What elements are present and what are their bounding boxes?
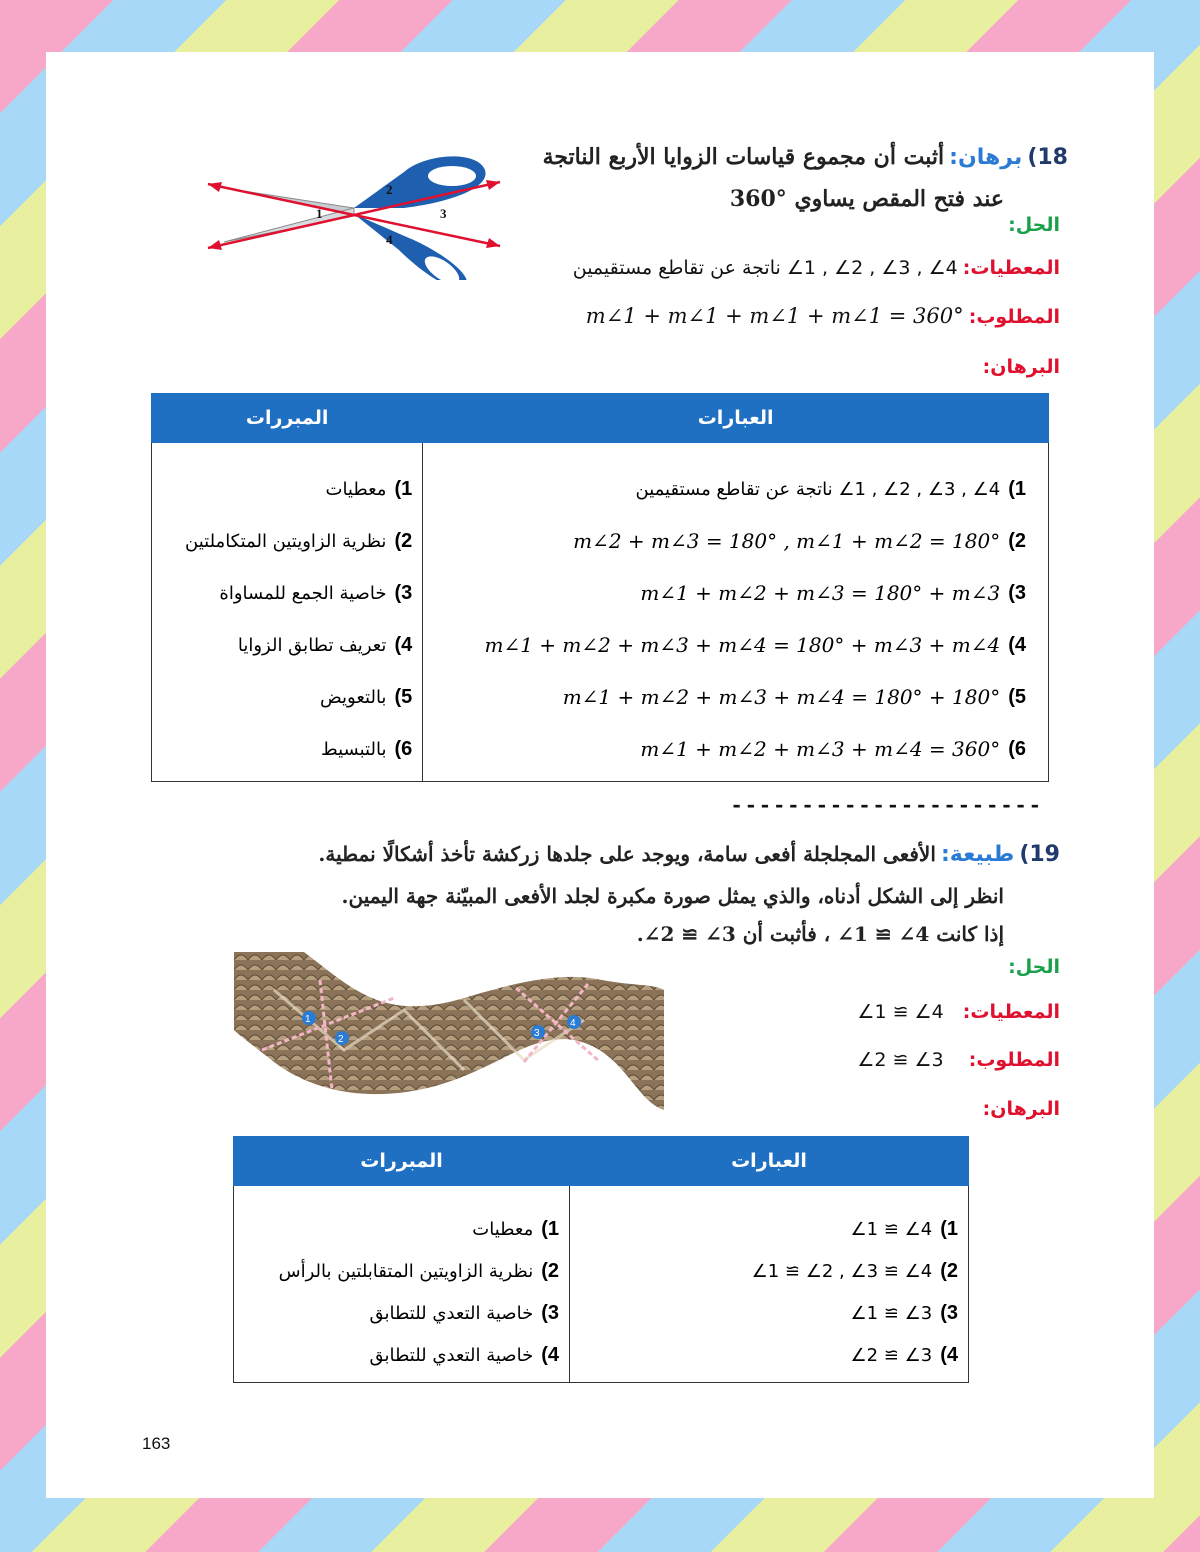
row-statement: m∠1 + m∠2 + m∠3 + m∠4 = 360°: [640, 737, 1001, 761]
row-reason: نظرية الزاويتين المتقابلتين بالرأس: [278, 1260, 534, 1282]
angle-label-2: 2: [338, 1034, 344, 1045]
q18-text-line1: أثبت أن مجموع قياسات الزوايا الأربع الناتجة: [542, 144, 945, 170]
row-statement: m∠1 + m∠2 + m∠3 = 180° + m∠3: [640, 581, 1001, 605]
q19-header: [160, 842, 1060, 867]
table-row: [152, 619, 412, 671]
q18-col-statements: العبارات: [423, 394, 1049, 443]
q18-tag: برهان:: [949, 145, 1023, 170]
q19-text-line2: انظر إلى الشكل أدناه، والذي يمثل صورة مكبرة لجلد الأفعى المبيّنة جهة اليمين.: [341, 884, 1004, 908]
q18-solution-label: الحل:: [1008, 214, 1060, 236]
q18-statements-cell: [423, 443, 1049, 782]
q18-text-line2: عند فتح المقص يساوي °360: [729, 186, 1004, 212]
q19-reasons-cell: [234, 1186, 570, 1383]
row-number: 1): [541, 1217, 560, 1240]
row-number: 3): [394, 581, 413, 604]
row-number: 5): [1008, 685, 1026, 708]
table-row: [423, 515, 1026, 567]
row-reason: بالتعويض: [319, 686, 387, 708]
q19-statements-cell: [570, 1186, 969, 1383]
table-row: [570, 1208, 958, 1250]
table-row: [234, 1292, 559, 1334]
q18-header: [468, 144, 1068, 170]
table-row: [570, 1250, 958, 1292]
q19-col-reasons: المبررات: [234, 1137, 570, 1186]
row-number: 4): [394, 633, 413, 656]
q18-number: 18): [1027, 145, 1068, 170]
table-row: [423, 567, 1026, 619]
angle-label-2: 2: [386, 182, 393, 197]
angle-label-3: 3: [534, 1028, 540, 1039]
table-row: [152, 515, 412, 567]
q18-required-label: المطلوب:: [968, 306, 1060, 328]
q19-col-statements: العبارات: [570, 1137, 969, 1186]
q18-reasons-cell: [152, 443, 423, 782]
table-row: [423, 463, 1026, 515]
row-statement: 4∠ , 3∠ , 2∠ , 1∠ ناتجة عن تقاطع مستقيمين: [635, 478, 1001, 500]
row-statement: 3∠ ≅ 2∠: [850, 1344, 933, 1366]
angle-label-4: 4: [570, 1018, 576, 1029]
table-row: [234, 1250, 559, 1292]
row-number: 2): [1008, 529, 1026, 552]
q18-given-text: 4∠ , 3∠ , 2∠ , 1∠ ناتجة عن تقاطع مستقيمين: [572, 257, 958, 279]
row-reason: معطيات: [472, 1218, 534, 1240]
table-row: [152, 671, 412, 723]
angle-label-1: 1: [305, 1014, 311, 1025]
row-statement: 4∠ ≅ 3∠ , 2∠ ≅ 1∠: [751, 1260, 933, 1282]
q19-required-label: المطلوب:: [968, 1049, 1060, 1071]
q19-text-line1: الأفعى المجلجلة أفعى سامة، ويوجد على جلدها زركشة تأخذ أشكالًا نمطية.: [318, 842, 936, 866]
row-number: 4): [541, 1343, 560, 1366]
table-row: [152, 723, 412, 775]
scissors-figure: [204, 150, 504, 280]
q18-required-math: m∠1 + m∠1 + m∠1 + m∠1 = 360°: [585, 304, 964, 328]
q18-col-reasons: المبررات: [152, 394, 423, 443]
row-number: 2): [940, 1259, 958, 1282]
q19-proof-table: [233, 1136, 969, 1383]
row-statement: 3∠ ≅ 1∠: [850, 1302, 933, 1324]
scissors-blade: [224, 188, 354, 242]
row-reason: تعريف تطابق الزوايا: [237, 634, 387, 656]
angle-label-3: 3: [440, 206, 447, 221]
row-number: 6): [394, 737, 413, 760]
table-row: [423, 671, 1026, 723]
row-number: 3): [1008, 581, 1026, 604]
angle-label-4: 4: [386, 232, 393, 247]
q19-given-label: المعطيات:: [962, 1001, 1060, 1023]
q19-solution-label: الحل:: [1008, 956, 1060, 978]
row-number: 3): [541, 1301, 560, 1324]
q18-given-label: المعطيات:: [962, 257, 1060, 279]
angle-label-1: 1: [316, 206, 323, 221]
q19-given-text: 4∠ ≅ 1∠: [857, 1001, 944, 1023]
separator: ----------------------: [730, 794, 1043, 819]
row-number: 4): [1008, 633, 1026, 656]
row-number: 6): [1008, 737, 1026, 760]
row-statement: m∠2 + m∠3 = 180° , m∠1 + m∠2 = 180°: [573, 529, 1001, 553]
row-number: 4): [940, 1343, 958, 1366]
table-row: [234, 1208, 559, 1250]
q18-given: [500, 257, 1060, 279]
q18-required: [500, 304, 1060, 328]
row-number: 2): [541, 1259, 560, 1282]
page-number: 163: [142, 1434, 171, 1453]
row-reason: نظرية الزاويتين المتكاملتين: [185, 530, 387, 552]
table-row: [570, 1334, 958, 1376]
row-statement: m∠1 + m∠2 + m∠3 + m∠4 = 180° + m∠3 + m∠4: [484, 633, 1001, 657]
table-row: [570, 1292, 958, 1334]
table-row: [423, 619, 1026, 671]
q18-proof-label: البرهان:: [982, 356, 1060, 378]
q19-number: 19): [1019, 842, 1060, 867]
q19-tag: طبيعة:: [940, 842, 1015, 867]
row-number: 3): [940, 1301, 958, 1324]
row-statement: 4∠ ≅ 1∠: [850, 1218, 933, 1240]
row-reason: بالتبسيط: [321, 738, 387, 760]
table-row: [152, 567, 412, 619]
table-row: [423, 723, 1026, 775]
row-number: 2): [394, 529, 413, 552]
snake-skin: [234, 952, 664, 1110]
page: [46, 52, 1154, 1498]
q19-text-line3: إذا كانت 4∠ ≅ 1∠ ، فأثبت أن 3∠ ≅ 2∠.: [636, 922, 1004, 946]
row-reason: خاصية الجمع للمساواة: [219, 582, 387, 604]
row-reason: خاصية التعدي للتطابق: [369, 1344, 534, 1366]
row-number: 5): [394, 685, 413, 708]
row-statement: m∠1 + m∠2 + m∠3 + m∠4 = 180° + 180°: [562, 685, 1001, 709]
row-number: 1): [1008, 477, 1026, 500]
table-row: [152, 463, 412, 515]
q19-proof-label: البرهان:: [982, 1098, 1060, 1120]
q19-required-text: 3∠ ≅ 2∠: [857, 1049, 944, 1071]
row-reason: خاصية التعدي للتطابق: [369, 1302, 534, 1324]
table-row: [234, 1334, 559, 1376]
row-number: 1): [394, 477, 413, 500]
row-reason: معطيات: [325, 478, 387, 500]
q18-proof-table: [151, 393, 1049, 782]
row-number: 1): [940, 1217, 958, 1240]
snake-skin-figure: [234, 950, 664, 1112]
q19-required: [700, 1049, 1060, 1071]
q19-given: [700, 1001, 1060, 1023]
